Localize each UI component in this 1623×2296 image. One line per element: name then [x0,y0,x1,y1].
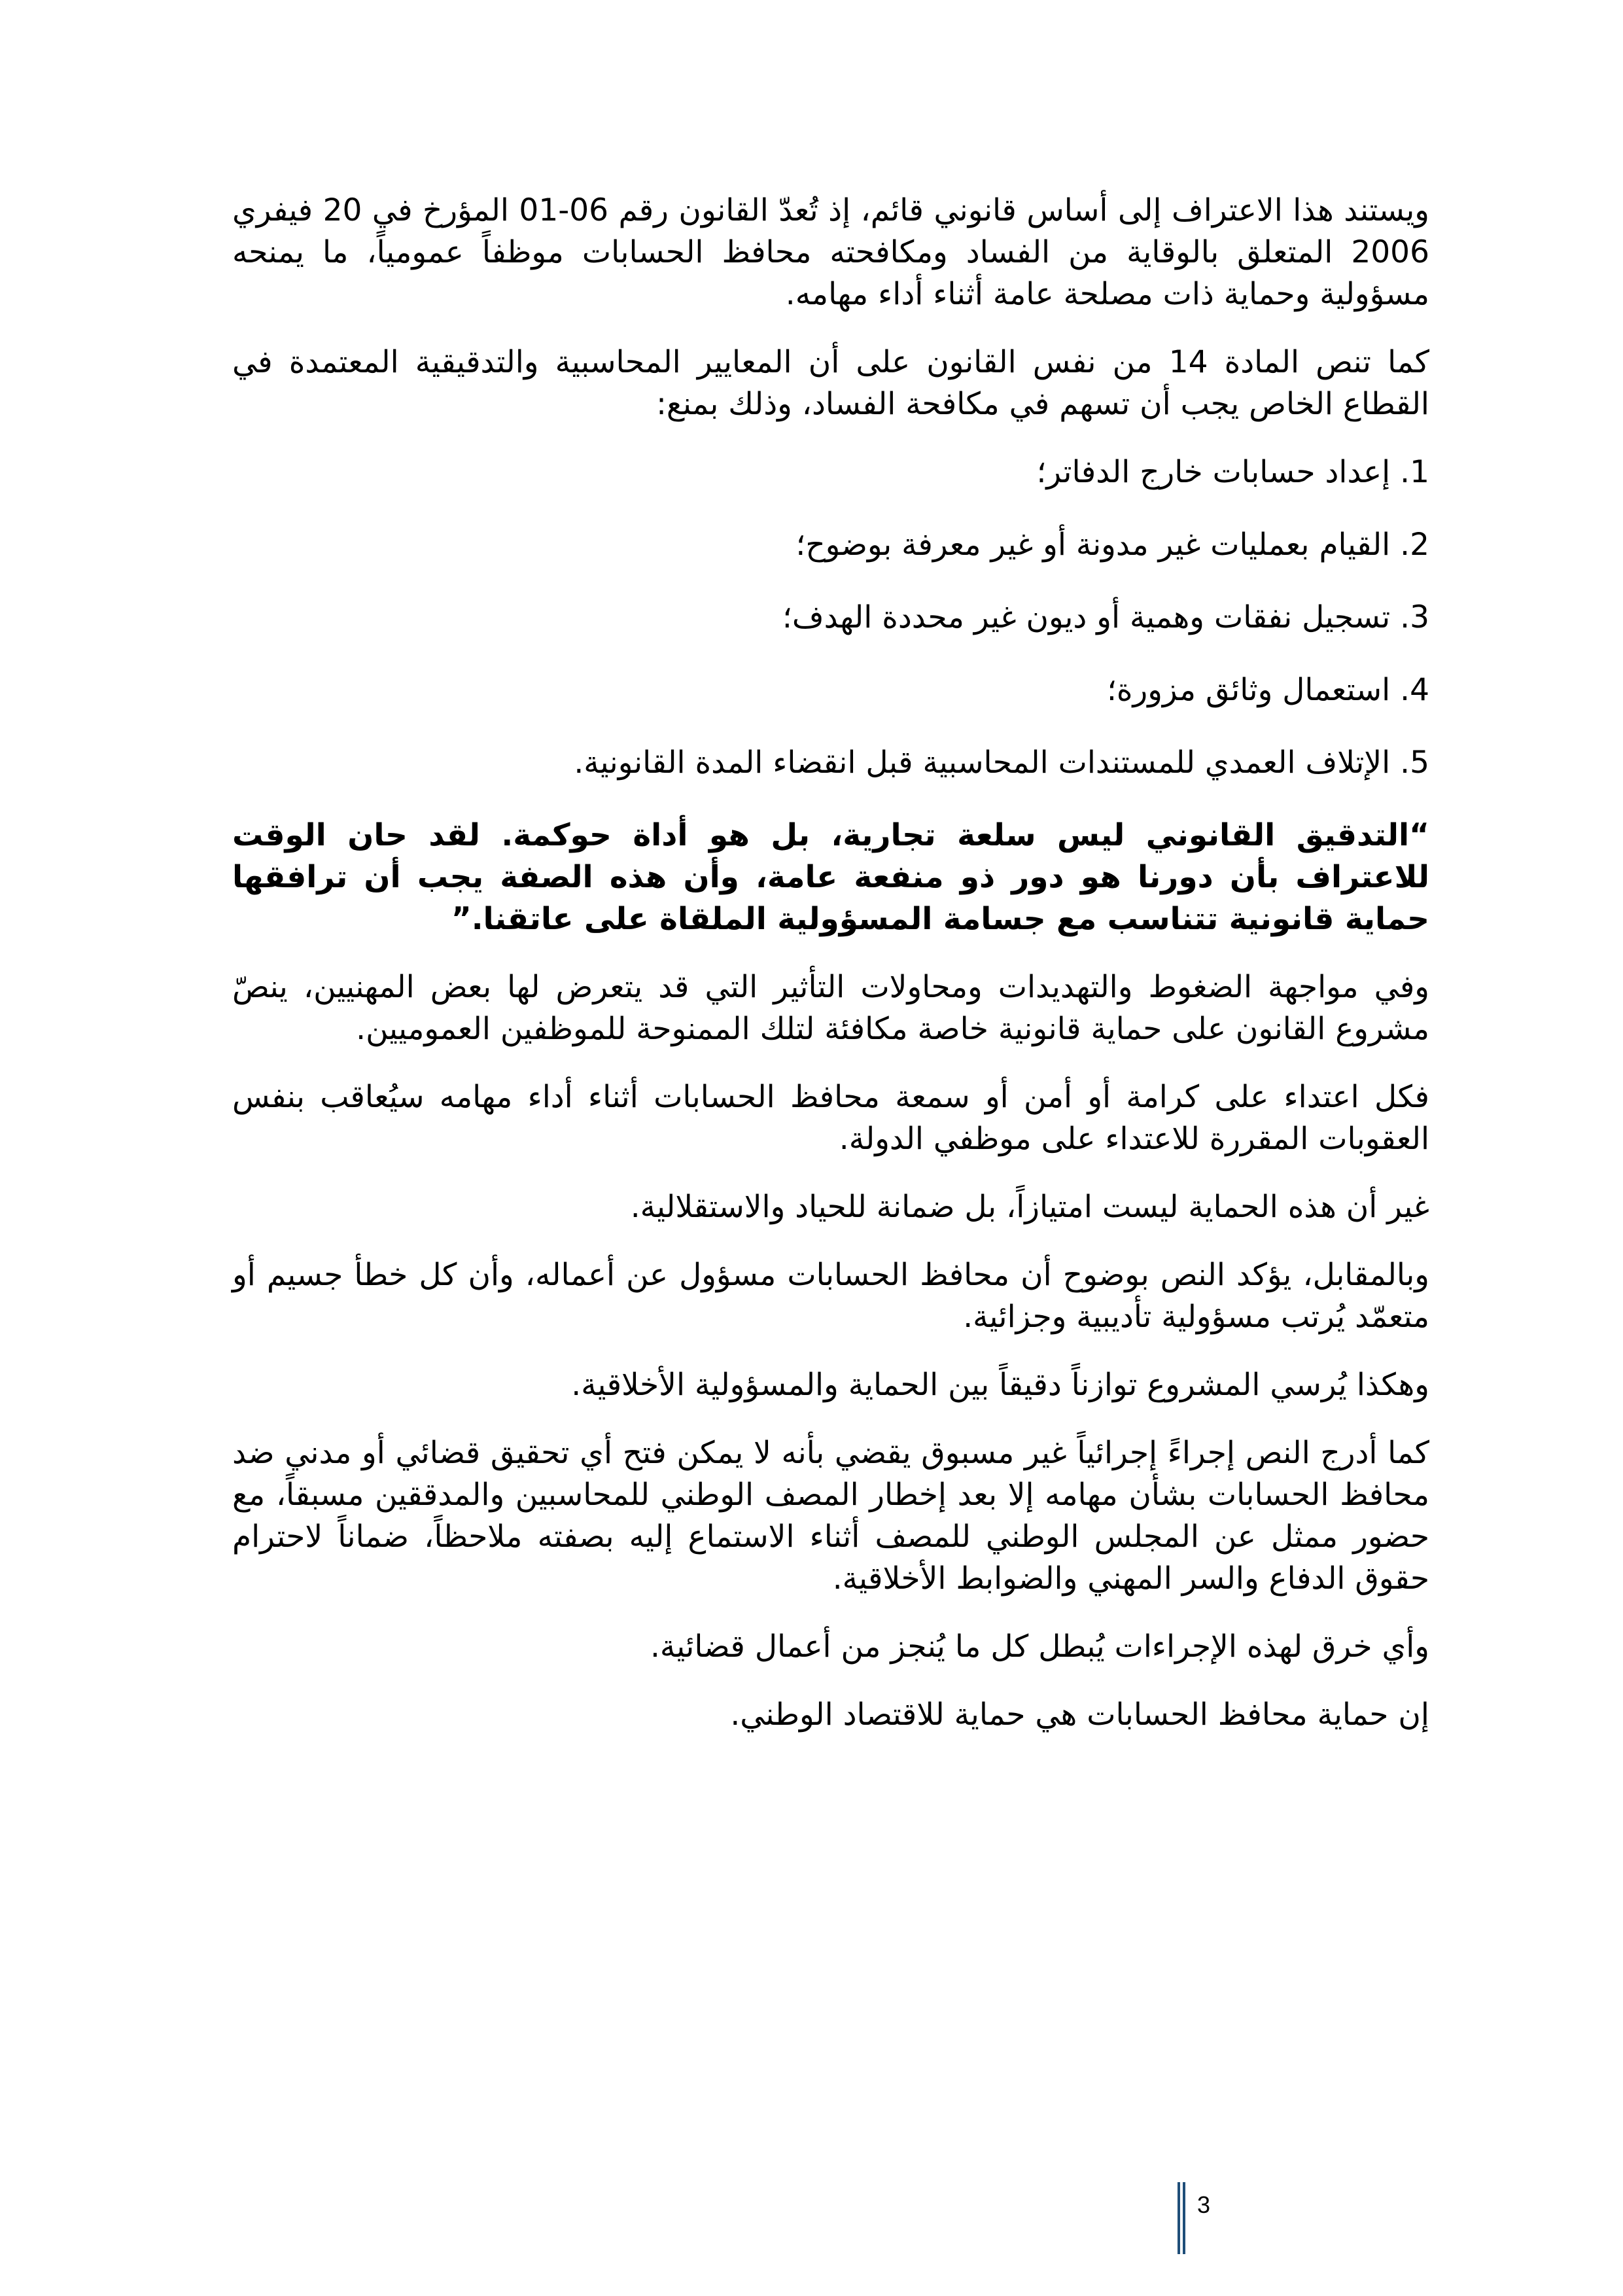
paragraph-nullity: وأي خرق لهذه الإجراءات يُبطل كل ما يُنجز من أعمال قضائية. [650,1629,1429,1665]
paragraph-sanctions: فكل اعتداء على كرامة أو أمن أو سمعة محافظ الحسابات أثناء أداء مهامه سيُعاقب بنفس العقوبات المقررة للاعتداء على موظفي الدولة. [232,1079,1429,1157]
list-item: 3. تسجيل نفقات وهمية أو ديون غير محددة الهدف؛ [782,599,1429,635]
paragraph-protection: وفي مواجهة الضغوط والتهديدات ومحاولات التأثير التي قد يتعرض لها بعض المهنيين، ينصّ مشروع القانون على حماية قانونية خاصة مكافئة لتلك الممنوحة للموظفين العموميين. [232,969,1429,1047]
page-footer [1178,2182,1256,2254]
paragraph-balance: وهكذا يُرسي المشروع توازناً دقيقاً بين الحماية والمسؤولية الأخلاقية. [571,1367,1429,1403]
paragraph-neutrality: غير أن هذه الحماية ليست امتيازاً، بل ضمانة للحياد والاستقلالية. [630,1189,1429,1225]
list-item: 4. استعمال وثائق مزورة؛ [1106,672,1429,708]
footer-rule [1183,2182,1185,2254]
page-number: 3 [1197,2191,1211,2218]
highlighted-quote: “التدقيق القانوني ليس سلعة تجارية، بل هو أداة حوكمة. لقد حان الوقت للاعتراف بأن دورنا هو دور ذو منفعة عامة، وأن هذه الصفة يجب أن ترافقها حماية قانونية تتناسب مع جسامة المسؤولية الملقاة على عاتقنا.” [232,817,1429,937]
paragraph-article-14: كما تنص المادة 14 من نفس القانون على أن المعايير المحاسبية والتدقيقية المعتمدة في القطاع الخاص يجب أن تسهم في مكافحة الفساد، وذلك بمنع: [232,344,1429,422]
paragraph-conclusion: إن حماية محافظ الحسابات هي حماية للاقتصاد الوطني. [730,1697,1429,1733]
list-item: 1. إعداد حسابات خارج الدفاتر؛ [1036,454,1429,490]
footer-rule [1178,2182,1180,2254]
list-item: 2. القيام بعمليات غير مدونة أو غير معرفة بوضوح؛ [795,527,1429,563]
list-item: 5. الإتلاف العمدي للمستندات المحاسبية قبل انقضاء المدة القانونية. [574,745,1429,781]
paragraph-procedure: كما أدرج النص إجراءً إجرائياً غير مسبوق يقضي بأنه لا يمكن فتح أي تحقيق قضائي أو مدني ضد محافظ الحسابات بشأن مهامه إلا بعد إخطار المصف الوطني للمحاسبين والمدققين مسبقاً، مع حضور ممثل عن المجلس الوطني للمصف أثناء الاستماع إليه بصفته ملاحظاً، ضماناً لاحترام حقوق الدفاع والسر المهني والضوابط الأخلاقية. [232,1435,1429,1597]
document-body [232,190,1429,1762]
paragraph-responsibility: وبالمقابل، يؤكد النص بوضوح أن محافظ الحسابات مسؤول عن أعماله، وأن كل خطأ جسيم أو متعمّد يُرتب مسؤولية تأديبية وجزائية. [232,1257,1429,1335]
paragraph-legal-basis: ويستند هذا الاعتراف إلى أساس قانوني قائم، إذ تُعدّ القانون رقم 06-01 المؤرخ في 20 فيفري 2006 المتعلق بالوقاية من الفساد ومكافحته محافظ الحسابات موظفاً عمومياً، ما يمنحه مسؤولية وحماية ذات مصلحة عامة أثناء أداء مهامه. [232,192,1430,312]
prohibited-practices-list [232,451,1429,784]
